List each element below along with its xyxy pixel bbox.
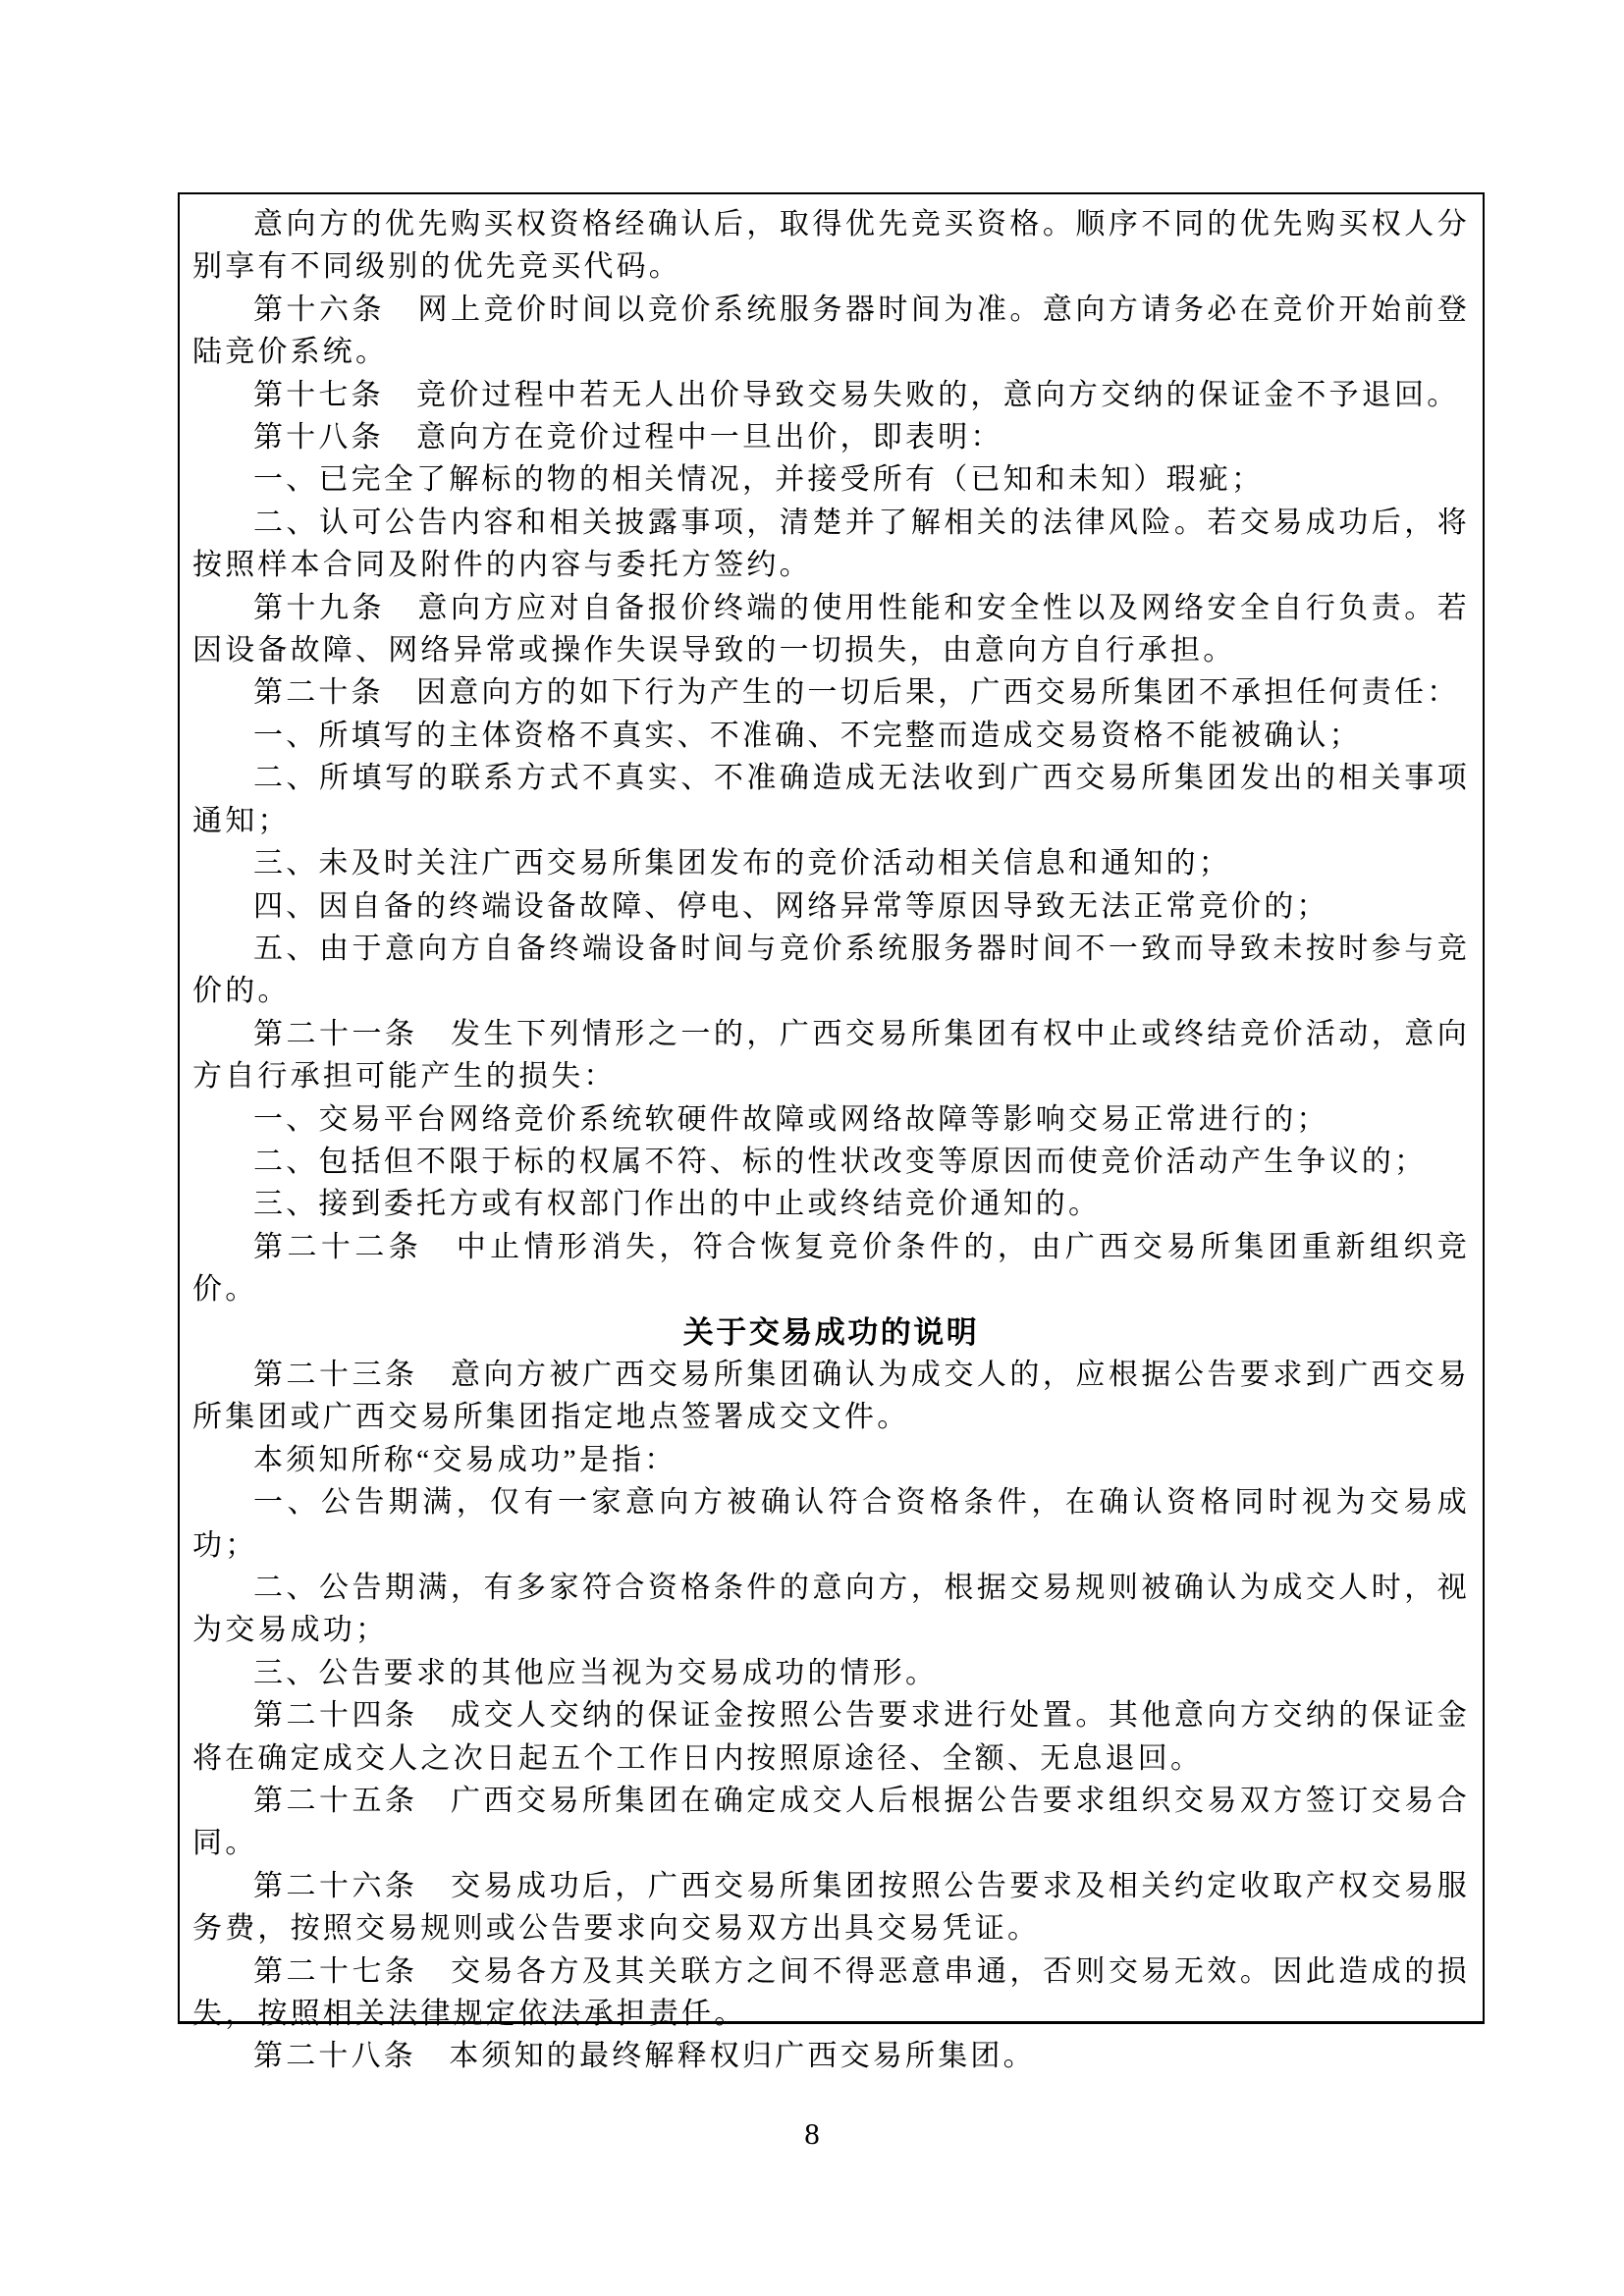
paragraph: 一、公告期满，仅有一家意向方被确认符合资格条件，在确认资格同时视为交易成功； <box>192 1486 1470 1562</box>
paragraph: 第十七条 竞价过程中若无人出价导致交易失败的，意向方交纳的保证金不予退回。 <box>253 378 1460 411</box>
paragraph: 二、公告期满，有多家符合资格条件的意向方，根据交易规则被确认为成交人时，视为交易成功； <box>192 1572 1470 1647</box>
paragraph: 第二十八条 本须知的最终解释权归广西交易所集团。 <box>253 2040 1036 2073</box>
paragraph: 一、已完全了解标的物的相关情况，并接受所有（已知和未知）瑕疵； <box>253 463 1265 497</box>
paragraph: 第十八条 意向方在竞价过程中一旦出价，即表明： <box>253 421 1003 454</box>
paragraph: 第二十四条 成交人交纳的保证金按照公告要求进行处置。其他意向方交纳的保证金将在确定成交人之次日起五个工作日内按照原途径、全额、无息退回。 <box>192 1699 1470 1775</box>
paragraph: 二、认可公告内容和相关披露事项，清楚并了解相关的法律风险。若交易成功后，将按照样本合同及附件的内容与委托方签约。 <box>192 506 1470 582</box>
section-heading: 关于交易成功的说明 <box>682 1314 980 1350</box>
paragraph: 第二十一条 发生下列情形之一的，广西交易所集团有权中止或终结竞价活动，意向方自行承担可能产生的损失： <box>192 1017 1470 1094</box>
paragraph: 本须知所称“交易成功”是指： <box>253 1443 677 1476</box>
paragraph: 五、由于意向方自备终端设备时间与竞价系统服务器时间不一致而导致未按时参与竞价的。 <box>192 932 1470 1008</box>
paragraph: 第十六条 网上竞价时间以竞价系统服务器时间为准。意向方请务必在竞价开始前登陆竞价系统。 <box>192 293 1470 369</box>
paragraph: 第二十条 因意向方的如下行为产生的一切后果，广西交易所集团不承担任何责任： <box>253 676 1460 710</box>
terms-text-block <box>178 192 1485 2073</box>
paragraph: 第十九条 意向方应对自备报价终端的使用性能和安全性以及网络安全自行负责。若因设备故障、网络异常或操作失误导致的一切损失，由意向方自行承担。 <box>192 591 1470 667</box>
paragraph: 三、未及时关注广西交易所集团发布的竞价活动相关信息和通知的； <box>253 847 1231 881</box>
paragraph: 三、公告要求的其他应当视为交易成功的情形。 <box>253 1656 939 1689</box>
paragraph: 二、所填写的联系方式不真实、不准确造成无法收到广西交易所集团发出的相关事项通知； <box>192 762 1470 837</box>
paragraph: 第二十五条 广西交易所集团在确定成交人后根据公告要求组织交易双方签订交易合同。 <box>192 1785 1470 1860</box>
paragraph: 第二十六条 交易成功后，广西交易所集团按照公告要求及相关约定收取产权交易服务费，按照交易规则或公告要求向交易双方出具交易凭证。 <box>192 1869 1470 1946</box>
paragraph: 意向方的优先购买权资格经确认后，取得优先竞买资格。顺序不同的优先购买权人分别享有不同级别的优先竞买代码。 <box>192 208 1470 284</box>
paragraph: 四、因自备的终端设备故障、停电、网络异常等原因导致无法正常竞价的； <box>253 889 1329 923</box>
paragraph: 第二十二条 中止情形消失，符合恢复竞价条件的，由广西交易所集团重新组织竞价。 <box>192 1230 1470 1307</box>
paragraph: 一、所填写的主体资格不真实、不准确、不完整而造成交易资格不能被确认； <box>253 719 1362 752</box>
paragraph: 一、交易平台网络竞价系统软硬件故障或网络故障等影响交易正常进行的； <box>253 1102 1329 1136</box>
paragraph: 三、接到委托方或有权部门作出的中止或终结竞价通知的。 <box>253 1188 1102 1221</box>
paragraph: 二、包括但不限于标的权属不符、标的性状改变等原因而使竞价活动产生争议的； <box>253 1145 1428 1178</box>
paragraph: 第二十七条 交易各方及其关联方之间不得恶意串通，否则交易无效。因此造成的损失，按照相关法律规定依法承担责任。 <box>192 1954 1470 2031</box>
page-number: 8 <box>804 2116 820 2151</box>
paragraph: 第二十三条 意向方被广西交易所集团确认为成交人的，应根据公告要求到广西交易所集团或广西交易所集团指定地点签署成交文件。 <box>192 1358 1470 1434</box>
